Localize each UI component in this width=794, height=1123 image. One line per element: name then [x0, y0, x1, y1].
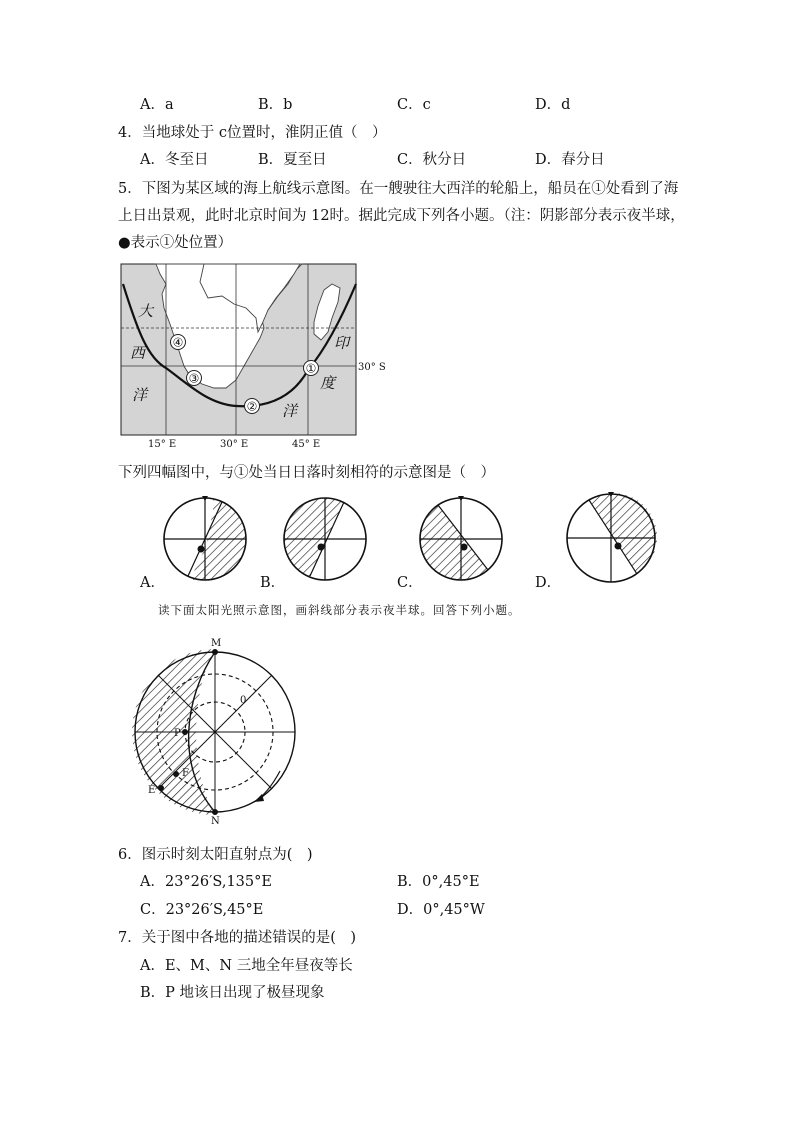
q5-stem-line2: 上日出景观，此时北京时间为 12时。据此完成下列各小题。（注：阴影部分表示夜半球， [118, 208, 685, 224]
lat-label-30s: 30° S [358, 362, 386, 373]
label-yang-indian: 洋 [282, 402, 298, 420]
q4-option-c: C．秋分日 [397, 152, 467, 168]
q5-sub-question: 下列四幅图中，与①处当日日落时刻相符的示意图是（ ） [118, 465, 495, 481]
q4-option-b: B．夏至日 [258, 152, 327, 168]
q6-option-b: B．0°,45°E [397, 874, 480, 890]
choice-d-diagram [563, 490, 659, 586]
q4-stem: 4．当地球处于 c位置时，淮阴正值（ ） [118, 125, 387, 141]
q6-option-d: D．0°,45°W [397, 902, 485, 918]
q5-stem-line1: 5．下图为某区域的海上航线示意图。在一艘驶往大西洋的轮船上，船员在①处看到了海 [118, 181, 679, 197]
polar-label-zero: 0 [240, 695, 247, 706]
choice-a-label: A． [140, 575, 165, 591]
q6-stem: 6．图示时刻太阳直射点为( ) [118, 847, 313, 863]
q3-option-d: D．d [535, 97, 571, 113]
intro-note: 读下面太阳光照示意图，画斜线部分表示夜半球。回答下列小题。 [158, 603, 521, 617]
q3-option-a: A．a [140, 97, 174, 113]
rotation-arrow-icon [254, 771, 280, 802]
label-yin: 印 [334, 334, 350, 352]
lon-label-45e: 45° E [292, 439, 321, 450]
q7-option-a: A．E、M、N 三地全年昼夜等长 [140, 958, 353, 974]
choice-c-diagram [416, 494, 506, 584]
choice-c-label: C． [397, 575, 423, 591]
q3-option-b: B．b [258, 97, 293, 113]
polar-label-m: M [211, 638, 222, 649]
lon-label-15e: 15° E [148, 439, 177, 450]
q5-stem-line3: ●表示①处位置） [118, 235, 233, 251]
choice-a-diagram [160, 494, 250, 584]
q6-option-c: C．23°26′S,45°E [140, 902, 264, 918]
map-point-3: ③ [188, 371, 200, 386]
map-point-4: ④ [172, 335, 184, 350]
label-yang-atlantic: 洋 [132, 386, 148, 404]
choice-b-diagram [280, 494, 370, 584]
label-xi: 西 [130, 344, 146, 362]
map-point-1: ① [305, 361, 317, 376]
polar-label-p: P [174, 728, 181, 739]
label-du: 度 [320, 374, 336, 392]
route-map [118, 262, 398, 452]
polar-illumination-diagram [130, 636, 300, 826]
q7-option-b: B．P 地该日出现了极昼现象 [140, 985, 325, 1001]
lon-label-30e: 30° E [220, 439, 249, 450]
polar-label-e: E [148, 785, 156, 796]
q7-stem: 7．关于图中各地的描述错误的是( ) [118, 930, 357, 946]
q4-option-d: D．春分日 [535, 152, 605, 168]
q3-option-c: C．c [397, 97, 431, 113]
choice-d-label: D． [535, 575, 562, 591]
polar-label-n: N [211, 816, 220, 826]
map-point-2: ② [246, 399, 258, 414]
choice-b-label: B． [260, 575, 286, 591]
q6-option-a: A．23°26′S,135°E [140, 874, 272, 890]
polar-label-f: F [182, 768, 189, 779]
label-da: 大 [138, 302, 154, 320]
q4-option-a: A．冬至日 [140, 152, 209, 168]
